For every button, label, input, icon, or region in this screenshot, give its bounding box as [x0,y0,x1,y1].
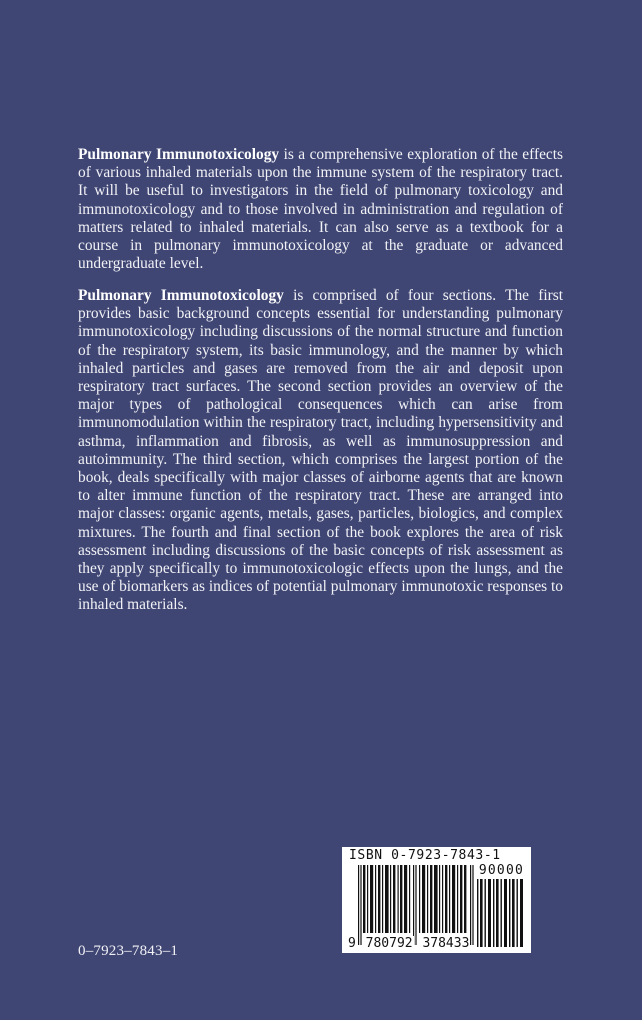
ean-lead-digit: 9 [348,936,356,951]
barcode-price-code: 90000 [478,863,524,878]
ean-digits [347,936,470,951]
ean-left-digits: 780792 [365,936,413,951]
book-title-bold: Pulmonary Immunotoxicology [78,287,284,304]
ean-right-digits: 378433 [422,936,470,951]
description-paragraph-1 [78,146,563,273]
isbn-barcode [342,847,531,953]
price-addon-bars [477,879,525,947]
paragraph-1-text: is a comprehensive exploration of the effects of various inhaled materials upon the immune system of the respiratory tract. It will be useful to investigators in the field of pulmonary toxicology and immunotoxicology and to those involved in administration and regulation of matters related to inhaled materials. It can also serve as a textbook for a course in pulmonary immunotoxicology at the graduate or advanced undergraduate level. [78,146,564,273]
paragraph-2-text: is comprised of four sections. The first provides basic background concepts essential for understanding pulmonary immunotoxicology including discussions of the normal structure and function of the respiratory system, its basic immunology, and the manner by which inhaled particles and gases are removed from the air and deposit upon respiratory tract surfaces. The second section provides an overview of the major types of pathological consequences which can arise from immunomodulation within the respiratory tract, including hypersensitivity and asthma, inflammation and fibrosis, as well as immunosuppression and autoimmunity. The third section, which comprises the largest portion of the book, deals specifically with major classes of airborne agents that are known to alter immune function of the respiratory tract. These are arranged into major classes: organic agents, metals, gases, particles, biologics, and complex mixtures. The fourth and final section of the book explores the area of risk assessment including discussions of the basic concepts of risk assessment as they apply specifically to immunotoxicologic effects upon the lungs, and the use of biomarkers as indices of potential pulmonary immunotoxic responses to inhaled materials. [78,287,563,614]
ean-barcode-bars [358,865,474,945]
book-title-bold: Pulmonary Immunotoxicology [78,146,280,163]
barcode-isbn-label: ISBN 0-7923-7843-1 [349,848,501,863]
description-paragraph-2 [78,287,563,615]
isbn-number-text: 0–7923–7843–1 [78,943,179,959]
